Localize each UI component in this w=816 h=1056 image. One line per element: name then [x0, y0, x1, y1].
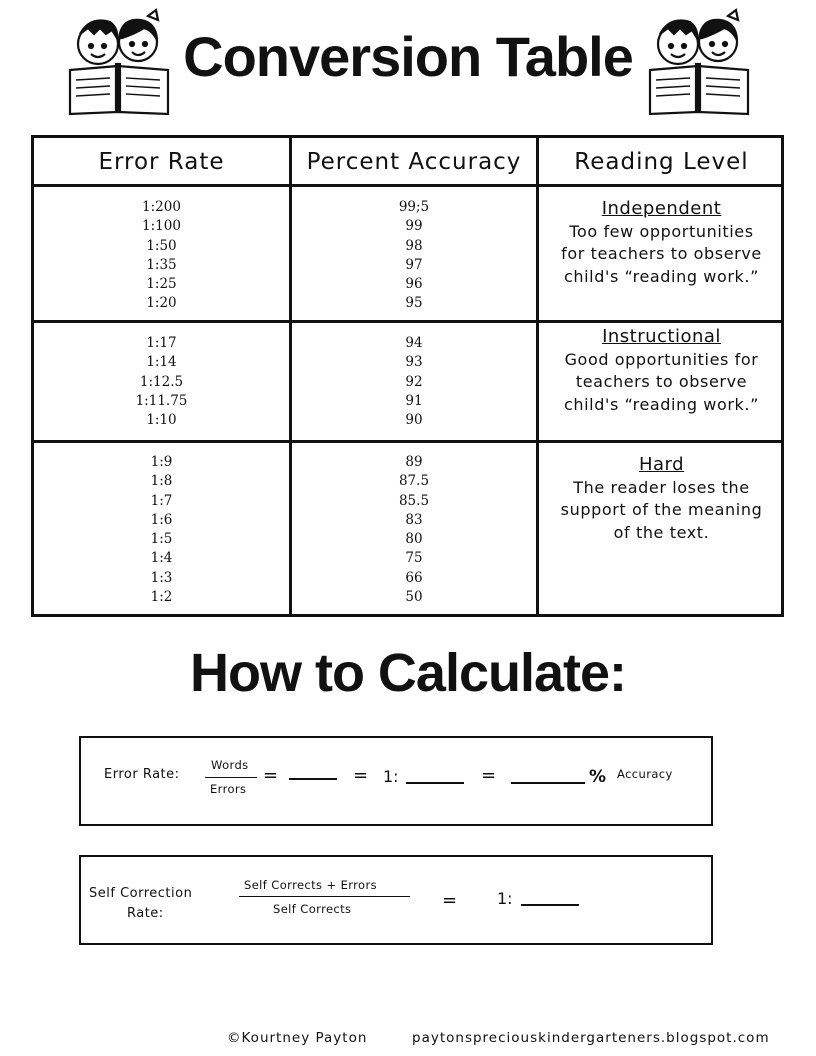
accuracy-value: 66 [405, 569, 423, 586]
row-divider [34, 320, 781, 323]
reading-level-description: support of the meaning [560, 500, 763, 520]
accuracy-value: 95 [405, 295, 423, 312]
accuracy-value: 90 [405, 412, 423, 429]
accuracy-value: 98 [405, 237, 423, 254]
accuracy-value: 99;5 [398, 199, 430, 215]
accuracy-cell [292, 198, 536, 314]
fraction-denominator: Self Corrects [273, 902, 352, 916]
error-rate-formula-box [79, 736, 713, 826]
accuracy-value: 99 [405, 218, 423, 235]
reading-level-description: Good opportunities for [564, 349, 759, 369]
accuracy-value: 50 [405, 589, 423, 606]
page-title: Conversion Table [183, 25, 633, 88]
reading-level-description: Too few opportunities [569, 221, 754, 241]
reading-level-title: Instructional [602, 326, 721, 347]
accuracy-value: 93 [405, 354, 423, 371]
fraction-numerator: Self Corrects + Errors [244, 878, 378, 892]
accuracy-value: 85.5 [398, 492, 430, 509]
reading-level-description: The reader loses the [573, 477, 750, 497]
accuracy-value: 75 [405, 550, 423, 567]
answer-blank[interactable] [289, 778, 337, 780]
ratio-blank[interactable] [406, 782, 464, 784]
error-rate-value: 1:25 [146, 276, 177, 293]
error-rate-value: 1:35 [146, 256, 177, 273]
accuracy-value: 92 [405, 373, 423, 390]
error-rate-value: 1:14 [146, 354, 177, 371]
accuracy-label: Accuracy [617, 767, 673, 781]
column-header-reading-level: Reading Level [574, 149, 749, 175]
accuracy-value: 96 [405, 276, 423, 293]
error-rate-value: 1:11.75 [135, 392, 188, 409]
error-rate-value: 1:6 [150, 511, 173, 528]
reading-level-cell [539, 198, 784, 288]
ratio-prefix: 1: [383, 767, 399, 786]
error-rate-value: 1:10 [146, 412, 177, 429]
error-rate-value: 1:100 [142, 218, 181, 235]
reading-level-description: of the text. [613, 522, 710, 542]
error-rate-value: 1:4 [150, 550, 173, 567]
website-link[interactable]: paytonspreciouskindergarteners.blogspot.com [412, 1030, 770, 1046]
accuracy-value: 91 [405, 392, 423, 409]
conversion-table [31, 135, 784, 617]
accuracy-value: 83 [405, 511, 423, 528]
error-rate-value: 1:200 [142, 199, 181, 215]
accuracy-value: 89 [405, 454, 423, 470]
accuracy-value: 87.5 [398, 473, 430, 490]
percent-sign: % [589, 767, 607, 787]
error-rate-cell [34, 198, 289, 314]
error-rate-value: 1:7 [150, 492, 173, 509]
error-rate-label: Error Rate: [104, 767, 180, 782]
reading-level-description: child's “reading work.” [564, 394, 759, 414]
equals-sign: = [481, 765, 497, 786]
fraction-numerator: Words [211, 758, 249, 772]
reading-level-description: child's “reading work.” [564, 266, 759, 286]
equals-sign: = [442, 890, 458, 911]
fraction-denominator: Errors [210, 782, 247, 796]
reading-level-cell [539, 326, 784, 416]
error-rate-value: 1:8 [150, 473, 173, 490]
column-header-error-rate: Error Rate [98, 149, 225, 175]
error-rate-value: 1:2 [150, 589, 173, 606]
fraction-bar [205, 777, 257, 778]
column-header-percent-accuracy: Percent Accuracy [306, 149, 522, 175]
accuracy-value: 94 [405, 335, 423, 351]
reading-level-title: Hard [638, 454, 685, 475]
equals-sign: = [263, 765, 279, 786]
self-correction-label: Self Correction [89, 886, 193, 901]
ratio-blank[interactable] [521, 904, 579, 906]
reading-level-description: for teachers to observe [561, 244, 762, 264]
error-rate-value: 1:50 [146, 237, 177, 254]
error-rate-cell [34, 453, 289, 607]
accuracy-cell [292, 453, 536, 607]
copyright-text: ©Kourtney Payton [227, 1030, 368, 1046]
error-rate-value: 1:17 [146, 335, 177, 351]
reading-level-cell [539, 454, 784, 544]
ratio-prefix: 1: [497, 889, 513, 908]
fraction-bar [239, 896, 410, 897]
percent-blank[interactable] [511, 782, 585, 784]
accuracy-cell [292, 334, 536, 430]
self-correction-label: Rate: [127, 906, 164, 921]
error-rate-cell [34, 334, 289, 430]
equals-sign: = [353, 765, 369, 786]
error-rate-value: 1:12.5 [139, 373, 184, 390]
accuracy-value: 97 [405, 256, 423, 273]
row-divider [34, 440, 781, 443]
error-rate-value: 1:3 [150, 569, 173, 586]
how-to-calculate-heading: How to Calculate: [189, 643, 627, 703]
reading-level-title: Independent [601, 198, 722, 219]
self-correction-formula-box [79, 855, 713, 945]
error-rate-value: 1:5 [150, 531, 173, 548]
error-rate-value: 1:20 [146, 295, 177, 312]
accuracy-value: 80 [405, 531, 423, 548]
error-rate-value: 1:9 [150, 454, 173, 470]
reading-level-description: teachers to observe [575, 372, 748, 392]
